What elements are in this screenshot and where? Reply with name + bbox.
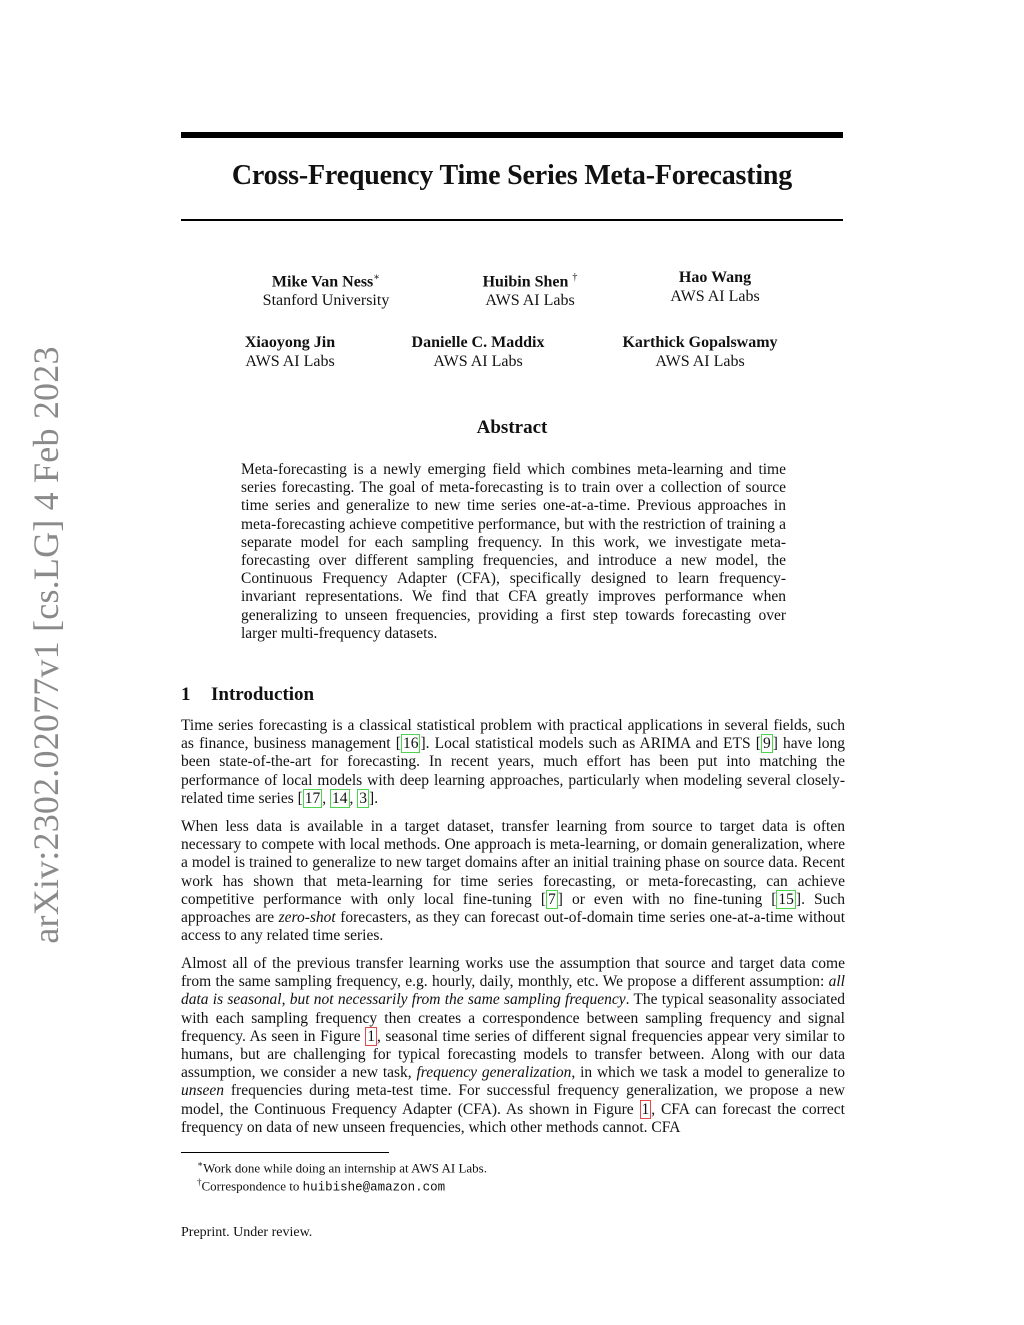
footnote-1: ∗Work done while doing an internship at AWS AI Labs. <box>197 1159 487 1176</box>
figure-ref-link[interactable]: 1 <box>367 1027 375 1045</box>
footnote-2: †Correspondence to huibishe@amazon.com <box>197 1177 446 1195</box>
author-affiliation: AWS AI Labs <box>485 292 575 310</box>
author-name: Mike Van Ness <box>271 273 374 291</box>
email-link[interactable]: huibishe@amazon.com <box>302 1180 446 1195</box>
emphasis: zero-shot <box>278 909 336 927</box>
emphasis: all data is seasonal, but not necessarily from the same sampling frequency <box>181 973 845 1009</box>
citation-link[interactable]: 7 <box>548 890 556 908</box>
footnote-mark: † <box>197 1177 202 1187</box>
citation-link[interactable]: 15 <box>778 890 794 908</box>
author-block <box>368 333 588 371</box>
intro-paragraph-1: Time series forecasting is a classical statistical problem with practical applications in several fields, such as finance, business management [ 16 ]. Local statistical models such as ARIMA and ETS [ 9 ] have long been state-of-the-art for forecasting. In recent years, much effort has been put into matching the performance of local models with deep learning approaches, particularly when modeling several closely-related time series [ 17 , 14 , 3 ]. <box>181 717 845 807</box>
author-block <box>216 268 436 310</box>
author-affiliation: AWS AI Labs <box>670 288 760 305</box>
preprint-footer: Preprint. Under review. <box>181 1225 313 1240</box>
citation-link[interactable]: 3 <box>359 789 368 807</box>
author-mark: † <box>572 272 578 283</box>
section-number: 1 <box>181 684 191 705</box>
arxiv-identifier: arXiv:2302.02077v1 [cs.LG] 4 Feb 2023 <box>26 346 66 944</box>
abstract-text: Meta-forecasting is a newly emerging field which combines meta-learning and time series forecasting. The goal of meta-forecasting is to train over a collection of source time series and generalize to new time series one-at-a-time. Previous approaches in meta-forecasting achieve competitive performance, but with the restriction of training a separate model for each sampling frequency. In this work, we investigate meta-forecasting over different sampling frequencies, and introduce a new model, the Continuous Frequency Adapter (CFA), specifically designed to learn frequency-invariant representations. We find that CFA greatly improves performance when generalizing to unseen frequencies, providing a first step towards forecasting over larger multi-frequency datasets. <box>241 461 786 642</box>
author-affiliation: AWS AI Labs <box>245 353 335 370</box>
abstract-heading: Abstract <box>476 417 548 438</box>
author-affiliation: AWS AI Labs <box>433 353 523 370</box>
emphasis: frequency generalization <box>416 1064 572 1082</box>
footnote-rule <box>181 1152 389 1153</box>
author-block <box>605 268 825 306</box>
title-rule-top <box>181 132 843 138</box>
figure-ref-link[interactable]: 1 <box>641 1100 650 1118</box>
footnote-mark: ∗ <box>197 1159 204 1169</box>
author-affiliation: Stanford University <box>262 292 390 310</box>
author-name: Huibin Shen <box>482 273 569 291</box>
citation-link[interactable]: 9 <box>762 735 771 753</box>
section-heading <box>181 684 314 706</box>
arxiv-side-stamp <box>21 346 71 944</box>
author-name: Xiaoyong Jin <box>244 334 336 351</box>
paper-title: Cross-Frequency Time Series Meta-Forecasting <box>231 160 793 191</box>
section-title: Introduction <box>211 684 315 705</box>
citation-link[interactable]: 14 <box>332 789 348 807</box>
intro-paragraph-3: Almost all of the previous transfer learning works use the assumption that source and target data come from the same sampling frequency, e.g. hourly, daily, monthly, etc. We propose a different assumption: all data is seasonal, but not necessarily from the same sampling frequency. The typical seasonality associated with each sampling frequency then creates a correspondence between sampling frequency and signal frequency. As seen in Figure 1 , seasonal time series of different signal frequencies appear very similar to humans, but are challenging for typical forecasting models to transfer between. Along with our data assumption, we consider a new task, frequency generalization, in which we task a model to generalize to unseen frequencies during meta-test time. For successful frequency generalization, we propose a new model, the Continuous Frequency Adapter (CFA). As shown in Figure 1 , CFA can forecast the correct frequency on data of new unseen frequencies, which other methods cannot. CFA <box>181 955 845 1136</box>
author-block <box>590 333 810 371</box>
citation-link[interactable]: 17 <box>304 789 321 807</box>
author-block <box>180 333 400 371</box>
intro-paragraph-2: When less data is available in a target dataset, transfer learning from source to target data is often necessary to compete with local methods. One approach is meta-learning, or domain generalization, where a model is trained to generalize to new target domains after an initial training phase on source data. Recent work has shown that meta-learning for time series forecasting, or meta-forecasting, can achieve competitive performance with only local fine-tuning [ 7 ] or even with no fine-tuning [ 15 ]. Such approaches are zero-shot forecasters, as they can forecast out-of-domain time series one-at-a-time without access to any related time series. <box>181 818 846 945</box>
emphasis: unseen <box>181 1082 225 1100</box>
author-name: Hao Wang <box>678 269 752 286</box>
author-mark: ∗ <box>373 272 381 283</box>
author-affiliation: AWS AI Labs <box>655 353 745 370</box>
author-name: Danielle C. Maddix <box>411 334 545 351</box>
title-rule-bottom <box>181 219 843 221</box>
author-name: Karthick Gopalswamy <box>622 334 778 351</box>
citation-link[interactable]: 16 <box>402 735 419 753</box>
